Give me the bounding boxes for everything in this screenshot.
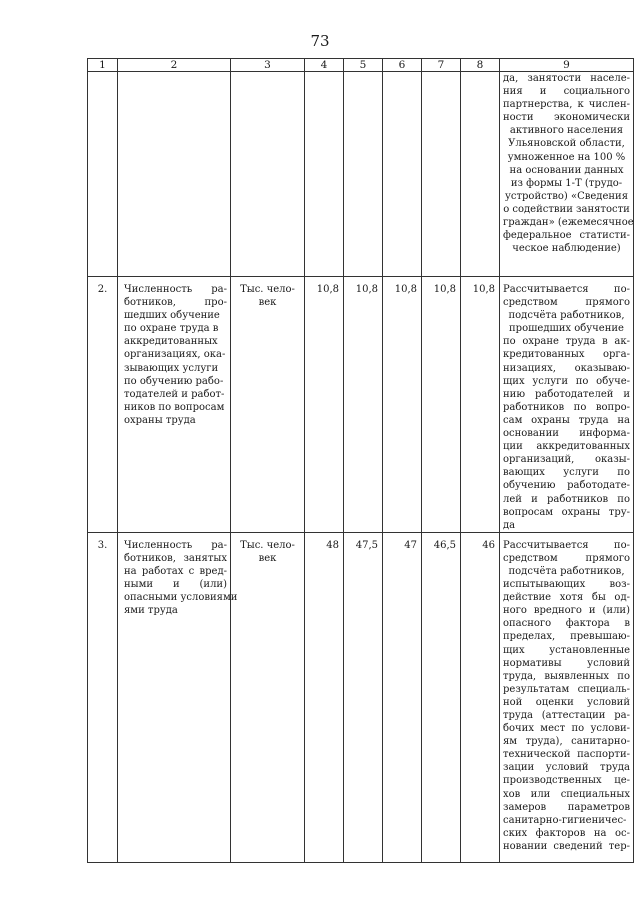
text-line: ности экономически	[503, 112, 630, 124]
text-line: граждан» (ежемесячное	[503, 217, 634, 229]
text-line: ботников, про-	[124, 297, 227, 309]
column-header: 5	[344, 59, 383, 72]
calculation-method-cell	[500, 277, 634, 533]
table-header-row	[88, 59, 634, 72]
indicator-name-cell	[118, 72, 231, 277]
unit-cell	[231, 72, 305, 277]
text-line: Рассчитывается по-	[503, 284, 630, 295]
indicators-table	[87, 58, 634, 863]
unit-cell: Тыс. чело- век	[231, 532, 305, 862]
value-cell: 48	[305, 532, 344, 862]
page-number: 73	[310, 32, 330, 50]
text-line: результатам специаль-	[503, 683, 630, 695]
value-cell	[344, 72, 383, 277]
text-line: работников по вопро-	[503, 401, 630, 413]
value-cell	[461, 72, 500, 277]
value-cell: 10,8	[383, 277, 422, 533]
text-line: низациях, оказываю-	[503, 362, 630, 374]
text-line: из формы 1-Т (трудо-	[510, 177, 623, 189]
text-line: хов или специальных	[503, 788, 630, 800]
text-line: ских факторов на ос-	[503, 827, 630, 839]
value-cell: 46	[461, 532, 500, 862]
calculation-method-cell	[500, 72, 634, 277]
text-line: организациях, ока-	[124, 349, 226, 361]
value-cell: 47	[383, 532, 422, 862]
row-number-cell	[88, 72, 118, 277]
indicator-name-cell	[118, 532, 238, 862]
text-line: зации условий труда	[503, 762, 630, 774]
text-line: вающих услуги по	[503, 467, 630, 479]
value-cell	[422, 72, 461, 277]
text-line: кредитованных орга-	[503, 349, 630, 361]
text-line: средством прямого	[503, 297, 630, 309]
text-line: ботников, занятых	[124, 552, 227, 564]
value-cell: 10,8	[344, 277, 383, 533]
column-header: 6	[383, 59, 422, 72]
text-line: сам охраны труда на	[503, 414, 630, 426]
text-line: да	[503, 519, 516, 531]
text-line: обучению работодате-	[503, 480, 630, 492]
text-line: Рассчитывается по-	[503, 539, 630, 551]
text-line: подсчёта работников,	[508, 310, 625, 322]
text-line: аккредитованных	[124, 336, 218, 348]
text-line: щих услуги по обуче-	[503, 375, 630, 387]
text-line: федеральное статисти-	[503, 230, 630, 242]
value-cell: 10,8	[461, 277, 500, 533]
text-line: технической паспорти-	[503, 749, 630, 761]
text-line: опасного фактора в	[503, 618, 630, 630]
value-cell: 10,8	[422, 277, 461, 533]
text-line: тодателей и работ-	[124, 388, 225, 400]
column-header: 3	[231, 59, 305, 72]
table-row	[88, 277, 634, 533]
column-header: 2	[118, 59, 231, 72]
text-line: Численность ра-	[124, 539, 227, 551]
indicator-name-cell	[118, 277, 231, 533]
value-cell	[383, 72, 422, 277]
text-line: устройство) «Сведения	[505, 190, 628, 202]
text-line: ями труда	[124, 605, 178, 617]
text-line: Ульяновской области,	[508, 138, 625, 150]
text-line: новании сведений тер-	[503, 840, 630, 852]
text-line: организаций, оказы-	[503, 454, 630, 466]
text-line: да, занятости населе-	[503, 73, 630, 84]
text-line: ции аккредитованных	[503, 441, 630, 453]
text-line: ными и (или)	[124, 579, 227, 591]
row-number-cell: 2.	[88, 277, 118, 533]
value-cell	[305, 72, 344, 277]
value-cell: 47,5	[344, 532, 383, 862]
text-line: ного вредного и (или)	[503, 605, 630, 617]
table-row	[88, 532, 634, 862]
text-line: санитарно-гигиеничес-	[503, 814, 627, 826]
text-line: прошедших обучение	[509, 323, 624, 335]
text-line: ной оценки условий	[503, 696, 630, 708]
text-line: лей и работников по	[503, 493, 630, 505]
text-line: средством прямого	[503, 552, 630, 564]
text-line: зывающих услуги	[124, 362, 219, 374]
value-cell: 46,5	[422, 532, 461, 862]
text-line: вопросам охраны тру-	[503, 506, 630, 518]
text-line: ям труда), санитарно-	[503, 736, 630, 748]
text-line: труда, выявленных по	[503, 670, 630, 682]
text-line: охраны труда	[124, 414, 196, 426]
text-line: действие хотя бы од-	[503, 592, 630, 604]
text-line: ния и социального	[503, 86, 630, 98]
text-line: опасными условиями	[124, 592, 238, 604]
text-line: на основании данных	[509, 164, 624, 176]
text-line: по охране труда в ак-	[503, 336, 630, 348]
column-header: 4	[305, 59, 344, 72]
column-header: 8	[461, 59, 500, 72]
text-line: щих установленные	[503, 644, 630, 656]
row-number-cell: 3.	[88, 532, 118, 862]
text-line: на работах с вред-	[124, 565, 227, 577]
text-line: ческое наблюдение)	[512, 243, 621, 255]
text-line: производственных це-	[503, 775, 630, 787]
text-line: замеров параметров	[503, 801, 630, 813]
text-line: подсчёта работников,	[508, 565, 625, 577]
text-line: ников по вопросам	[124, 401, 225, 413]
column-header: 9	[500, 59, 634, 72]
text-line: Численность ра-	[124, 284, 227, 295]
text-line: бочих мест по услови-	[503, 723, 630, 735]
text-line: труда (аттестации ра-	[503, 710, 630, 721]
table-row	[88, 72, 634, 277]
text-line: нию работодателей и	[503, 388, 630, 400]
text-line: нормативы условий	[503, 657, 630, 669]
text-line: партнерства, к числен-	[503, 99, 630, 111]
text-line: испытывающих воз-	[503, 579, 630, 591]
value-cell: 10,8	[305, 277, 344, 533]
column-header: 7	[422, 59, 461, 72]
text-line: активного населения	[509, 125, 624, 137]
calculation-method-cell	[500, 532, 634, 862]
text-line: по обучению рабо-	[124, 375, 224, 387]
column-header: 1	[88, 59, 118, 72]
text-line: основании информа-	[503, 428, 630, 440]
text-line: о содействии занятости	[503, 203, 630, 215]
text-line: по охране труда в	[124, 323, 219, 335]
text-line: пределах, превышаю-	[503, 631, 630, 643]
text-line: умноженное на 100 %	[507, 151, 626, 163]
unit-cell: Тыс. чело- век	[231, 277, 305, 533]
text-line: шедших обучение	[124, 310, 220, 322]
